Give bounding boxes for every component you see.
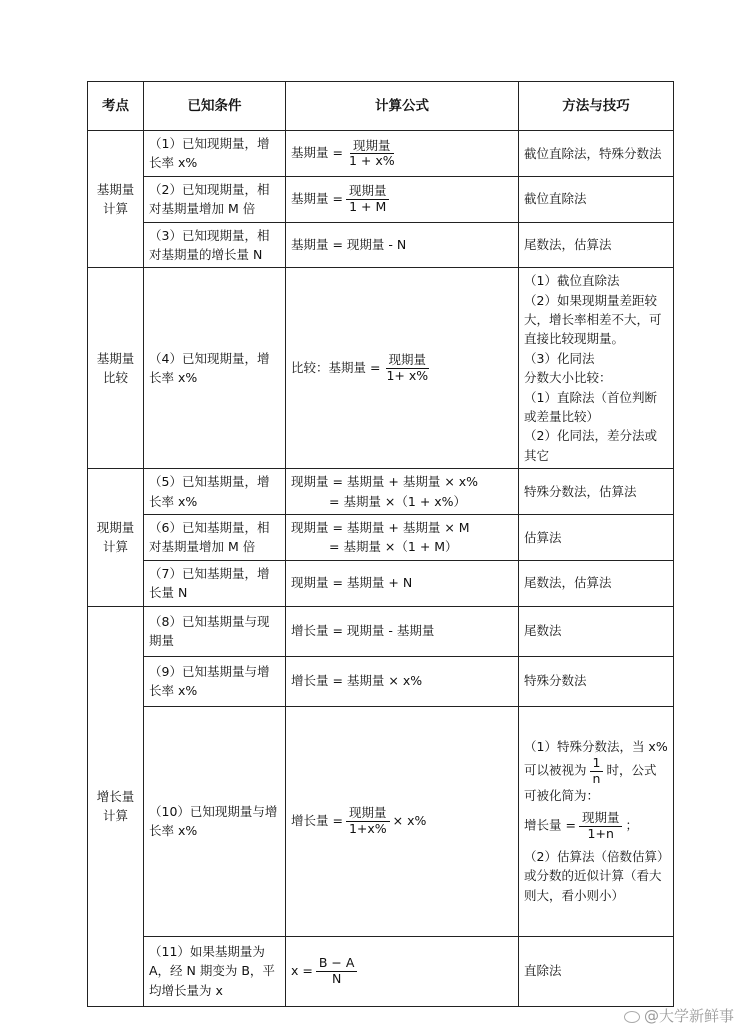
formula-cell: [286, 706, 519, 936]
fraction-numerator: 现期量: [350, 139, 394, 154]
condition-cell: （10）已知现期量与增长率 x%: [144, 706, 286, 936]
watermark: [624, 1005, 734, 1026]
condition-cell: （3）已知现期量，相对基期量的增长量 N: [144, 222, 286, 268]
table-row: [88, 560, 674, 606]
method-line: 分数大小比较：: [524, 370, 612, 386]
formula-rhs: × x%: [392, 812, 427, 828]
formula-cell: [286, 268, 519, 469]
method-cell: 截位直除法，特殊分数法: [519, 131, 674, 177]
method-cell: 估算法: [519, 515, 674, 561]
weibo-icon: [624, 1011, 640, 1023]
fraction-denominator: 1+n: [587, 825, 614, 841]
method-line: （2）估算法（倍数估算）或分数的近似计算（看大则大，看小则小）: [524, 849, 664, 903]
table-row: [88, 606, 674, 656]
formula-lhs: 增长量 =: [524, 817, 576, 833]
table-row: [88, 176, 674, 222]
formula-cell: [286, 469, 519, 515]
method-cell: 直除法: [519, 936, 674, 1006]
watermark-text: @大学新鲜事: [643, 1007, 734, 1025]
formula-lhs: 增长量 =: [291, 812, 343, 828]
fraction-numerator: 现期量: [346, 184, 390, 199]
method-line: （2）化同法，差分法或其它: [524, 428, 657, 463]
fraction: [579, 811, 623, 841]
formula-cell: 基期量 = 现期量 - N: [286, 222, 519, 268]
header-topic: 考点: [88, 82, 144, 131]
fraction: [346, 184, 390, 214]
header-method: 方法与技巧: [519, 82, 674, 131]
method-cell: 尾数法，估算法: [519, 560, 674, 606]
table-row: [88, 656, 674, 706]
topic-current-calc: 现期量计算: [88, 469, 144, 607]
condition-cell: （5）已知基期量，增长率 x%: [144, 469, 286, 515]
fraction-denominator: 1+ x%: [386, 367, 429, 383]
method-cell: 特殊分数法，估算法: [519, 469, 674, 515]
method-line: （3）化同法: [524, 350, 595, 366]
method-line: （1）截位直除法: [524, 273, 620, 289]
fraction-numerator: B − A: [316, 956, 358, 971]
formula-end: ；: [625, 817, 638, 833]
formula-line: = 基期量 ×（1 + x%）: [329, 493, 467, 509]
condition-cell: （11）如果基期量为 A，经 N 期变为 B，平均增长量为 x: [144, 936, 286, 1006]
formula-table: [87, 81, 674, 1007]
condition-cell: （1）已知现期量，增长率 x%: [144, 131, 286, 177]
formula-lhs: 基期量 =: [291, 190, 343, 206]
formula-cell: [286, 515, 519, 561]
formula-lhs: 基期量 =: [291, 144, 343, 160]
header-row: [88, 82, 674, 131]
method-formula: [524, 811, 668, 841]
method-text: 时，公式可被化简为：: [524, 762, 657, 803]
method-cell: [519, 706, 674, 936]
table-row: [88, 222, 674, 268]
topic-base-compare: 基期量比较: [88, 268, 144, 469]
fraction-denominator: 1+x%: [348, 820, 387, 836]
condition-cell: （2）已知现期量，相对基期量增加 M 倍: [144, 176, 286, 222]
formula-line: 现期量 = 基期量 + 基期量 × M: [291, 520, 470, 535]
method-line: （1）直除法（首位判断或差量比较）: [524, 389, 657, 424]
table-row: [88, 515, 674, 561]
fraction: [383, 353, 431, 383]
formula-line: = 基期量 ×（1 + M）: [329, 539, 458, 555]
fraction: [346, 139, 398, 169]
fraction: [590, 756, 604, 786]
formula-cell: 增长量 = 基期量 × x%: [286, 656, 519, 706]
formula-cell: [286, 176, 519, 222]
fraction-denominator: 1 + M: [349, 198, 387, 214]
header-formula: 计算公式: [286, 82, 519, 131]
method-cell: 特殊分数法: [519, 656, 674, 706]
formula-cell: 增长量 = 现期量 - 基期量: [286, 606, 519, 656]
fraction-numerator: 现期量: [579, 811, 623, 826]
method-cell: 截位直除法: [519, 176, 674, 222]
condition-cell: （9）已知基期量与增长率 x%: [144, 656, 286, 706]
table-row: [88, 268, 674, 469]
method-line: （2）如果现期量差距较大，增长率相差不大，可直接比较现期量。: [524, 292, 662, 347]
method-cell: 尾数法: [519, 606, 674, 656]
fraction-numerator: 现期量: [386, 353, 430, 368]
condition-cell: （6）已知基期量，相对基期量增加 M 倍: [144, 515, 286, 561]
condition-cell: （7）已知基期量，增长量 N: [144, 560, 286, 606]
fraction: [346, 806, 390, 836]
table-row: [88, 706, 674, 936]
fraction-denominator: n: [592, 770, 601, 786]
header-condition: 已知条件: [144, 82, 286, 131]
topic-base-calc: 基期量计算: [88, 131, 144, 268]
condition-cell: （8）已知基期量与现期量: [144, 606, 286, 656]
fraction-denominator: 1 + x%: [348, 152, 395, 168]
formula-lhs: x =: [291, 962, 313, 978]
method-text: （1）特殊分数法，当 x% 可以被视为: [524, 738, 668, 778]
formula-cell: [286, 131, 519, 177]
fraction: [316, 956, 358, 986]
table-row: [88, 936, 674, 1006]
formula-line: 现期量 = 基期量 + 基期量 × x%: [291, 474, 479, 490]
topic-increase-calc: 增长量计算: [88, 606, 144, 1006]
method-cell: [519, 268, 674, 469]
fraction-numerator: 1: [590, 756, 604, 771]
formula-lhs: 比较：基期量 =: [291, 359, 381, 375]
fraction-numerator: 现期量: [346, 806, 390, 821]
fraction-denominator: N: [331, 970, 342, 986]
method-cell: 尾数法，估算法: [519, 222, 674, 268]
table-row: [88, 469, 674, 515]
formula-cell: 现期量 = 基期量 + N: [286, 560, 519, 606]
formula-cell: [286, 936, 519, 1006]
table-row: [88, 131, 674, 177]
condition-cell: （4）已知现期量，增长率 x%: [144, 268, 286, 469]
